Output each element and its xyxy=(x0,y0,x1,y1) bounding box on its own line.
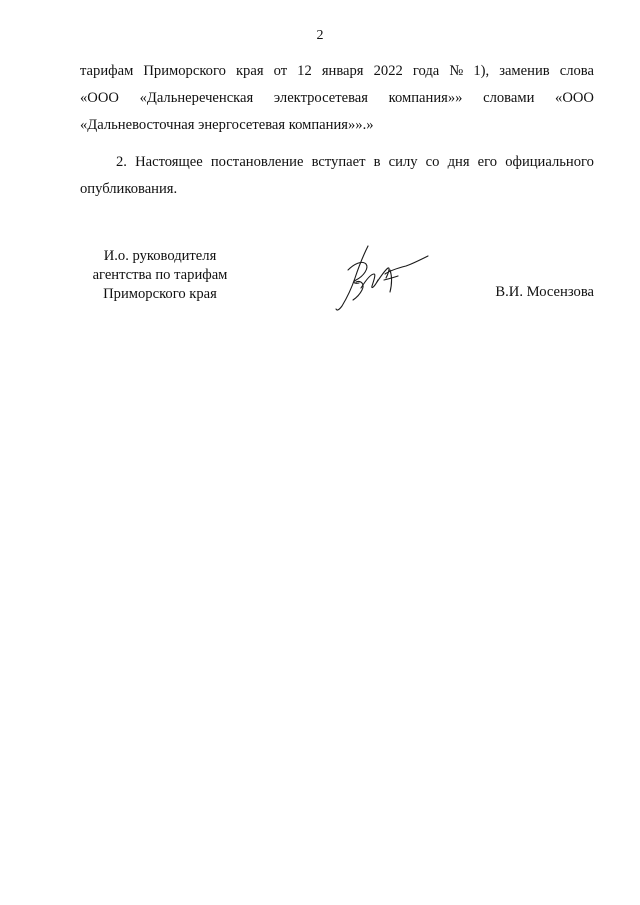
signatory-title xyxy=(80,247,240,304)
paragraph-gap xyxy=(80,139,594,149)
paragraph-2-line-2: опубликования. xyxy=(80,181,178,197)
signatory-name: В.И. Мосензова xyxy=(495,284,594,300)
page-number: 2 xyxy=(316,28,324,43)
handwritten-signature xyxy=(328,240,438,315)
signatory-title-line-1: И.о. руководителя xyxy=(103,248,217,264)
paragraph-1-line-2: «ООО «Дальнереченская электросетевая компания»» словами «ООО xyxy=(80,90,594,106)
signatory-title-line-3: Приморского края xyxy=(103,286,217,302)
paragraph-1-line-1: тарифам Приморского края от 12 января 2022 года № 1), заменив слова xyxy=(80,63,594,79)
paragraph-2-line-1: 2. Настоящее постановление вступает в силу со дня его официального xyxy=(116,154,594,170)
body-text xyxy=(80,58,594,203)
paragraph-1-line-3: «Дальневосточная энергосетевая компания»».» xyxy=(80,117,374,133)
signatory-title-line-2: агентства по тарифам xyxy=(92,267,228,283)
